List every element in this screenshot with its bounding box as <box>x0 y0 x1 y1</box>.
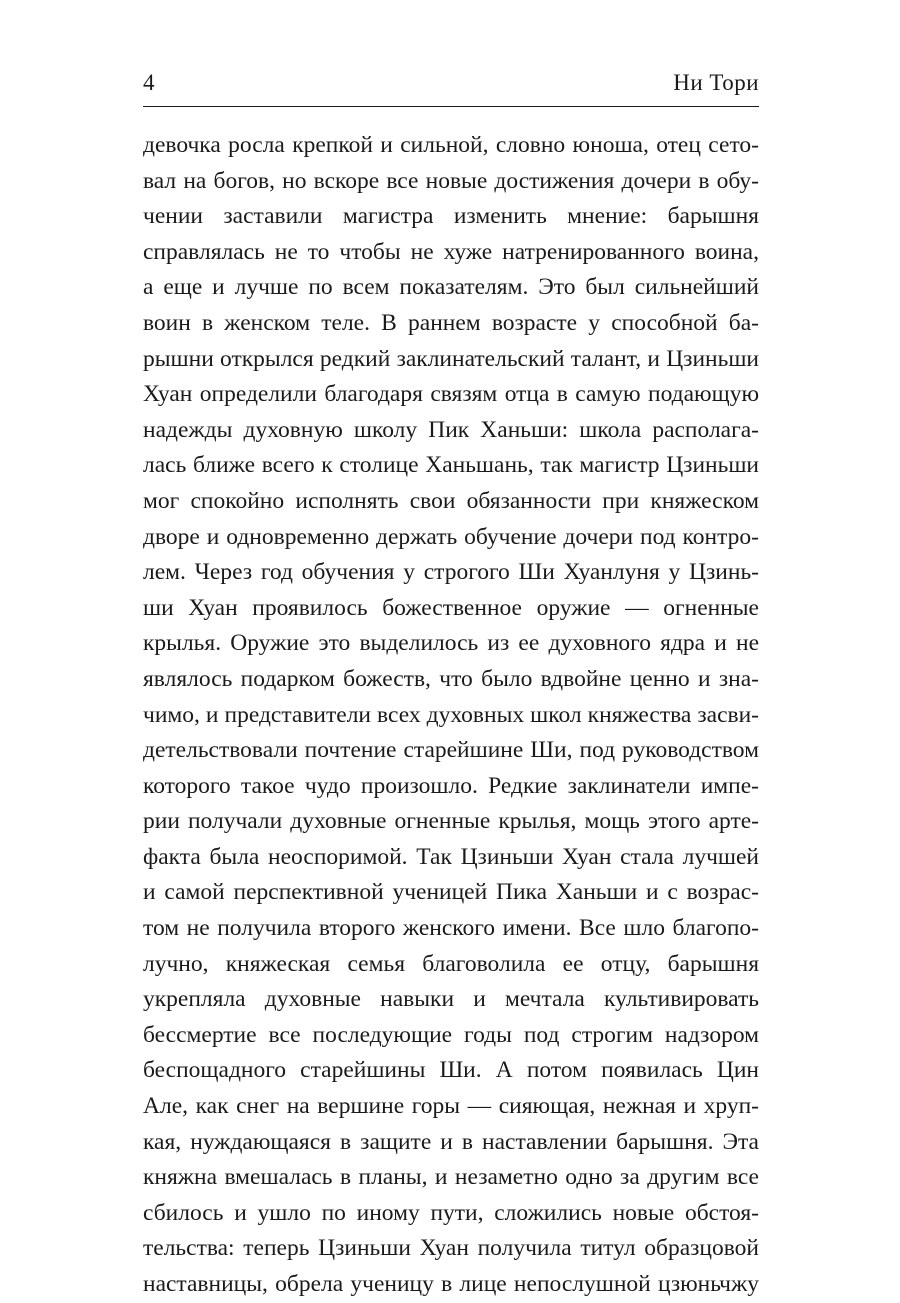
text-line: ши Хуан проявилось божественное оружие — огненные <box>143 594 759 621</box>
text-line: лем. Через год обучения у строгого Ши Хуанлуня у Цзинь- <box>143 559 759 586</box>
text-line: и самой перспективной ученицей Пика Ханьши и с возрас- <box>143 879 759 906</box>
text-line: тельства: теперь Цзиньши Хуан получила титул образцовой <box>143 1235 759 1262</box>
text-line: Але, как снег на вершине горы — сияющая, нежная и хруп- <box>143 1093 759 1120</box>
text-line: которого такое чудо произошло. Редкие заклинатели импе- <box>143 772 759 799</box>
text-line: вал на богов, но вскоре все новые достижения дочери в обу- <box>143 167 759 194</box>
text-line: сбилось и ушло по иному пути, сложились новые обстоя- <box>143 1199 759 1226</box>
text-line: бессмертие все последующие годы под строгим надзором <box>143 1021 759 1048</box>
text-line: девочка росла крепкой и сильной, словно юноша, отец сето- <box>143 132 759 158</box>
running-header-title: Ни Тори <box>673 70 759 95</box>
header-rule <box>143 106 759 107</box>
text-line: справлялась не то чтобы не хуже натренированного воина, <box>143 238 759 265</box>
running-header <box>143 66 759 100</box>
text-line: чении заставили магистра изменить мнение: барышня <box>143 203 759 230</box>
text-line: том не получила второго женского имени. Все шло благопо- <box>143 915 759 942</box>
text-line: лась ближе всего к столице Ханьшань, так магистр Цзиньши <box>143 452 759 479</box>
text-line: воин в женском теле. В раннем возрасте у способной ба- <box>143 309 759 336</box>
text-line: мог спокойно исполнять свои обязанности при княжеском <box>143 487 759 514</box>
text-line: а еще и лучше по всем показателям. Это был сильнейший <box>143 274 759 301</box>
text-line: рии получали духовные огненные крылья, мощь этого арте- <box>143 808 759 835</box>
text-line: наставницы, обрела ученицу в лице непослушной цзюньчжу <box>143 1271 759 1297</box>
text-line: Хуан определили благодаря связям отца в самую подающую <box>143 381 759 408</box>
text-line: крылья. Оружие это выделилось из ее духовного ядра и не <box>143 630 759 657</box>
text-line: надежды духовную школу Пик Ханьши: школа располага- <box>143 416 759 443</box>
page-number: 4 <box>143 70 155 95</box>
body-text <box>143 128 759 1303</box>
text-line: рышни открылся редкий заклинательский талант, и Цзиньши <box>143 345 759 372</box>
text-line: чимо, и представители всех духовных школ княжества засви- <box>143 701 759 728</box>
text-line: лучно, княжеская семья благоволила ее отцу, барышня <box>143 950 759 977</box>
text-line: являлось подарком божеств, что было вдвойне ценно и зна- <box>143 665 759 692</box>
text-line: беспощадного старейшины Ши. А потом появилась Цин <box>143 1057 759 1084</box>
text-line: укрепляла духовные навыки и мечтала культивировать <box>143 986 759 1013</box>
text-line: кая, нуждающаяся в защите и в наставлении барышня. Эта <box>143 1128 759 1155</box>
text-line: дворе и одновременно держать обучение дочери под контро- <box>143 523 759 550</box>
text-line: факта была неоспоримой. Так Цзиньши Хуан стала лучшей <box>143 843 759 870</box>
text-line: детельствовали почтение старейшине Ши, под руководством <box>143 737 759 764</box>
text-line: княжна вмешалась в планы, и незаметно одно за другим все <box>143 1164 759 1191</box>
